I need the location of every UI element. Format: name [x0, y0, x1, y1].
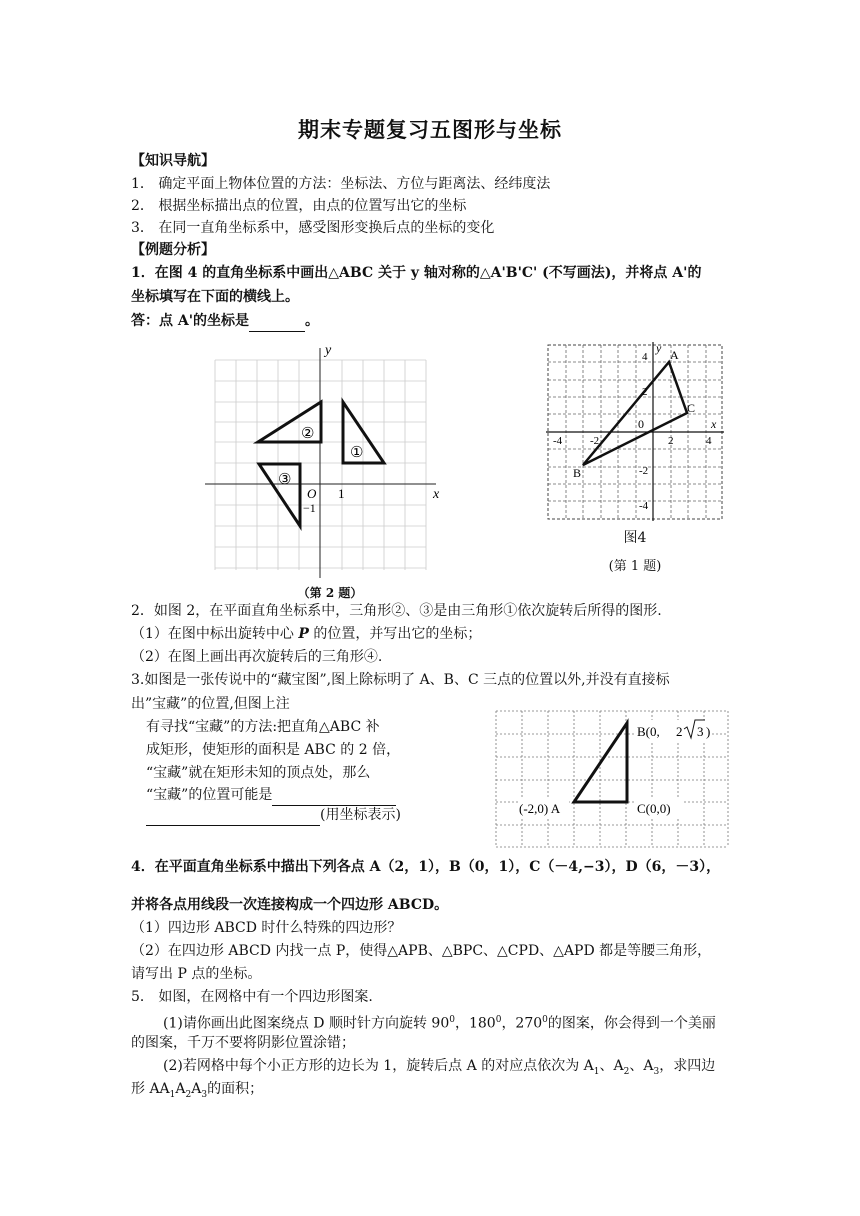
fig4-tick-y-2: 2	[642, 386, 648, 398]
fig2-tick-y-label: −1	[303, 501, 316, 515]
q5-p1-b: ，180	[454, 1015, 496, 1032]
fig4-point-c: C	[687, 401, 696, 415]
q5-part-1	[163, 1010, 716, 1034]
fig2-triangle-1-label: ①	[350, 445, 364, 461]
figure-q3-treasure-map	[490, 708, 730, 850]
fig2-x-label: x	[433, 487, 440, 502]
q2-part-2: （2）在图上画出再次旋转后的三角形④.	[131, 649, 383, 665]
q2-part-1-b: 的位置，并写出它的坐标；	[308, 626, 482, 642]
page-title: 期末专题复习五图形与坐标	[298, 117, 562, 142]
q4-part-2b: 请写出 P 点的坐标。	[131, 966, 262, 982]
q5-p2-l2-b: A	[175, 1081, 186, 1097]
q3-label-c: C(0,0)	[637, 801, 671, 816]
examples-heading: 【例题分析】	[131, 242, 215, 258]
q3-line-4: 成矩形，使矩形的面积是 ABC 的 2 倍，	[146, 742, 401, 758]
knowledge-item-3: 3． 在同一直角坐标系中，感受图形变换后点的坐标的变化	[131, 220, 495, 236]
fig2-caption: （第 2 题）	[297, 586, 363, 600]
q5-deg-3: 0	[542, 1015, 548, 1025]
fig4-y-label: y	[656, 341, 662, 355]
q3-line-5: “宝藏”就在矩形未知的顶点处，那么	[146, 765, 371, 781]
q3-answer-blank-1[interactable]	[272, 785, 396, 806]
fig4-tick-y-4: 4	[642, 351, 648, 363]
q5-p1-a: (1)请你画出此图案绕点 D 顺时针方向旋转 90	[163, 1015, 450, 1032]
fig4-triangle-abc	[583, 362, 687, 465]
fig4-tick-x-4: 4	[706, 435, 712, 447]
q5-intro: 5． 如图，在网格中有一个四边形图案.	[131, 989, 373, 1005]
q4-line-1: 4．在平面直角坐标系中描出下列各点 A（2，1），B（0，1），C（－4,−3），D（6，－3），	[131, 859, 721, 875]
figure-4	[540, 338, 730, 528]
q5-p2-l2-a: 形 AA	[131, 1081, 170, 1097]
q3-label-b-close: )	[706, 724, 711, 739]
q3-line-7-suffix: (用坐标表示)	[320, 807, 401, 823]
q1-answer-suffix: 。	[305, 313, 320, 329]
q5-l2-sub-2: 2	[185, 1089, 192, 1100]
q2-point-p: P	[298, 626, 309, 642]
q5-p2-l2-d: 的面积；	[207, 1081, 264, 1097]
q5-part-2-line-2	[131, 1079, 263, 1105]
fig2-triangle-3-label: ③	[278, 472, 292, 488]
q3-triangle-abc	[574, 723, 627, 802]
q5-sub-1: 1	[593, 1066, 600, 1077]
q3-line-6-text: “宝藏”的位置可能是	[146, 787, 273, 803]
q5-sub-2: 2	[623, 1066, 630, 1077]
fig4-tick-x-neg4: -4	[553, 435, 563, 447]
q3-line-6	[146, 785, 396, 806]
q3-line-2: 出”宝藏”的位置,但图上注	[131, 696, 290, 712]
fig4-caption: (第 1 题)	[608, 559, 662, 574]
figure-q2	[200, 340, 450, 585]
q5-part-2	[163, 1056, 715, 1082]
q5-deg-2: 0	[495, 1015, 502, 1025]
fig4-tick-y-neg4: -4	[639, 500, 649, 512]
q3-label-b-radicand: 3	[697, 724, 704, 739]
q5-sub-3: 3	[653, 1066, 660, 1077]
fig2-y-label: y	[325, 343, 332, 358]
fig4-tick-x-neg2: -2	[590, 435, 600, 447]
q5-p1-c: ，270	[501, 1015, 543, 1032]
fig4-tick-y-neg2: -2	[639, 465, 649, 477]
knowledge-heading: 【知识导航】	[131, 153, 215, 169]
q4-part-2a: （2）在四边形 ABCD 内找一点 P，使得△APB、△BPC、△CPD、△APD 都是等腰三角形，	[131, 943, 712, 959]
q5-l2-sub-3: 3	[201, 1089, 208, 1100]
q4-line-2: 并将各点用线段一次连接构成一个四边形 ABCD。	[131, 897, 449, 913]
fig4-tick-x-2: 2	[668, 435, 674, 447]
q5-p2-a: (2)若网格中每个小正方形的边长为 1，旋转后点 A 的对应点依次为 A	[163, 1058, 594, 1074]
q5-l2-sub-1: 1	[169, 1089, 176, 1100]
q4-part-1: （1）四边形 ABCD 时什么特殊的四边形？	[131, 920, 402, 936]
q3-line-1: 3.如图是一张传说中的“藏宝图”,图上除标明了 A、B、C 三点的位置以外,并没有直接标	[131, 672, 670, 688]
q2-intro: 2．如图 2，在平面直角坐标系中，三角形②、③是由三角形①依次旋转后所得的图形.	[131, 603, 662, 619]
fig4-x-label: x	[711, 417, 717, 431]
q2-part-1	[131, 624, 481, 644]
q5-deg-1: 0	[449, 1015, 455, 1025]
fig2-triangle-2-label: ②	[301, 426, 315, 442]
q1-answer-blank[interactable]	[249, 311, 305, 332]
q3-line-3: 有寻找“宝藏”的方法:把直角△ABC 补	[146, 719, 380, 735]
q1-line-1: 1．在图 4 的直角坐标系中画出△ABC 关于 y 轴对称的△A'B'C' (不写画法)，并将点 A'的	[131, 265, 702, 281]
q1-line-2: 坐标填写在下面的横线上。	[131, 289, 299, 305]
fig2-origin-label: O	[307, 486, 317, 501]
q5-p2-d: ，求四边	[659, 1058, 716, 1074]
q3-line-7	[146, 805, 401, 826]
knowledge-item-1: 1． 确定平面上物体位置的方法：坐标法、方位与距离法、经纬度法	[131, 176, 551, 192]
q3-label-a: (-2,0) A	[519, 801, 561, 816]
fig4-label: 图4	[623, 530, 647, 546]
fig4-origin-label: 0	[638, 417, 644, 431]
q5-p1-d: 的图案，你会得到一个美丽	[547, 1015, 716, 1032]
q3-label-b: B(0,	[637, 724, 660, 739]
fig4-point-a: A	[670, 348, 679, 362]
q3-label-b-coef: 2	[676, 724, 683, 739]
q1-answer	[131, 311, 319, 332]
q2-part-1-a: （1）在图中标出旋转中心	[131, 626, 299, 642]
fig2-tick-x-label: 1	[338, 486, 345, 501]
knowledge-item-2: 2． 根据坐标描出点的位置，由点的位置写出它的坐标	[131, 198, 467, 214]
q5-p2-l2-c: A	[191, 1081, 202, 1097]
q5-p2-c: 、A	[629, 1058, 654, 1074]
q1-answer-prefix: 答：点 A'的坐标是	[131, 313, 250, 329]
q5-p2-b: 、A	[599, 1058, 624, 1074]
q5-part-1-line-2: 的图案，千万不要将阴影位置涂错；	[131, 1035, 355, 1051]
q3-answer-blank-2[interactable]	[146, 805, 320, 826]
fig4-point-b: B	[573, 466, 582, 480]
